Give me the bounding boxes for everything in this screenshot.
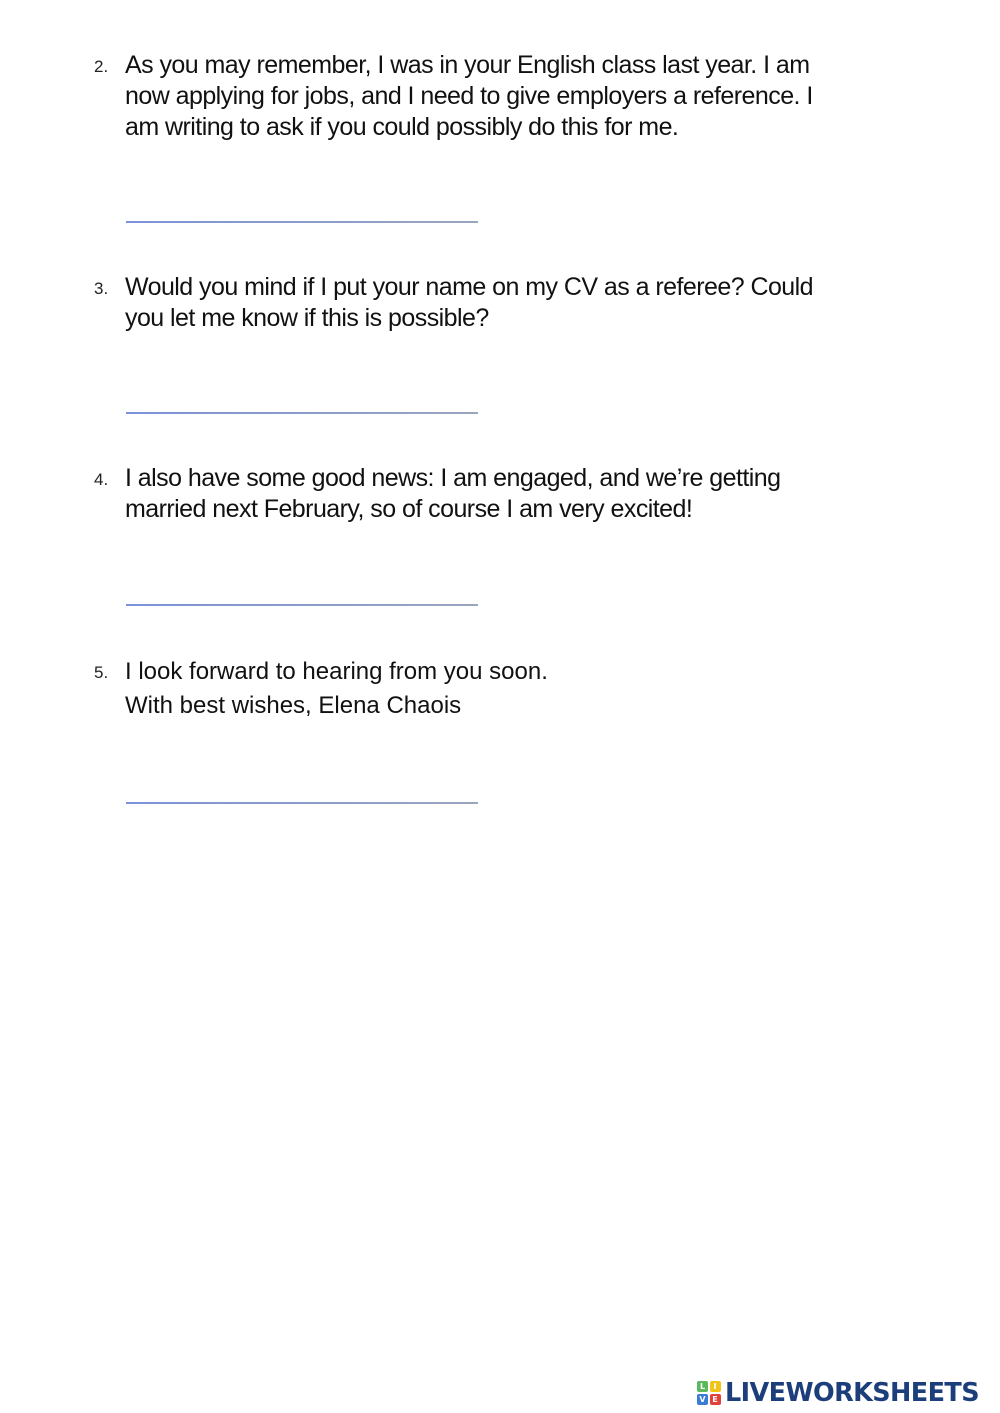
- question-number: 3.: [94, 279, 109, 298]
- question-text-line: Would you mind if I put your name on my CV as a referee? Could: [125, 273, 814, 301]
- liveworksheets-logo: [697, 1378, 984, 1408]
- question-text-line: am writing to ask if you could possibly do this for me.: [125, 113, 679, 141]
- question-text: [125, 272, 915, 334]
- logo-block-v: V: [697, 1394, 708, 1405]
- answer-blank-2[interactable]: [126, 221, 478, 223]
- logo-block-e: E: [710, 1394, 721, 1405]
- question-text-line: married next February, so of course I am very excited!: [125, 495, 693, 523]
- question-text-line: now applying for jobs, and I need to give employers a reference. I: [125, 82, 813, 110]
- question-text-line: I look forward to hearing from you soon.: [125, 658, 548, 685]
- question-text: [125, 463, 915, 525]
- live-blocks-icon: [697, 1381, 721, 1405]
- question-number: 5.: [94, 663, 109, 682]
- question-text-line: you let me know if this is possible?: [125, 304, 489, 332]
- logo-block-i: I: [710, 1381, 721, 1392]
- answer-blank-4[interactable]: [126, 604, 478, 606]
- question-number: 4.: [94, 470, 109, 489]
- question-text-line: With best wishes, Elena Chaois: [125, 692, 462, 719]
- question-text: [125, 655, 915, 723]
- question-text-line: I also have some good news: I am engaged, and we’re getting: [125, 464, 781, 492]
- answer-blank-3[interactable]: [126, 412, 478, 414]
- logo-block-l: L: [697, 1381, 708, 1392]
- answer-blank-5[interactable]: [126, 802, 478, 804]
- logo-wordmark: LIVEWORKSHEETS: [724, 1378, 979, 1408]
- question-text: [125, 50, 915, 143]
- question-text-line: As you may remember, I was in your English class last year. I am: [125, 51, 810, 79]
- question-number: 2.: [94, 57, 109, 76]
